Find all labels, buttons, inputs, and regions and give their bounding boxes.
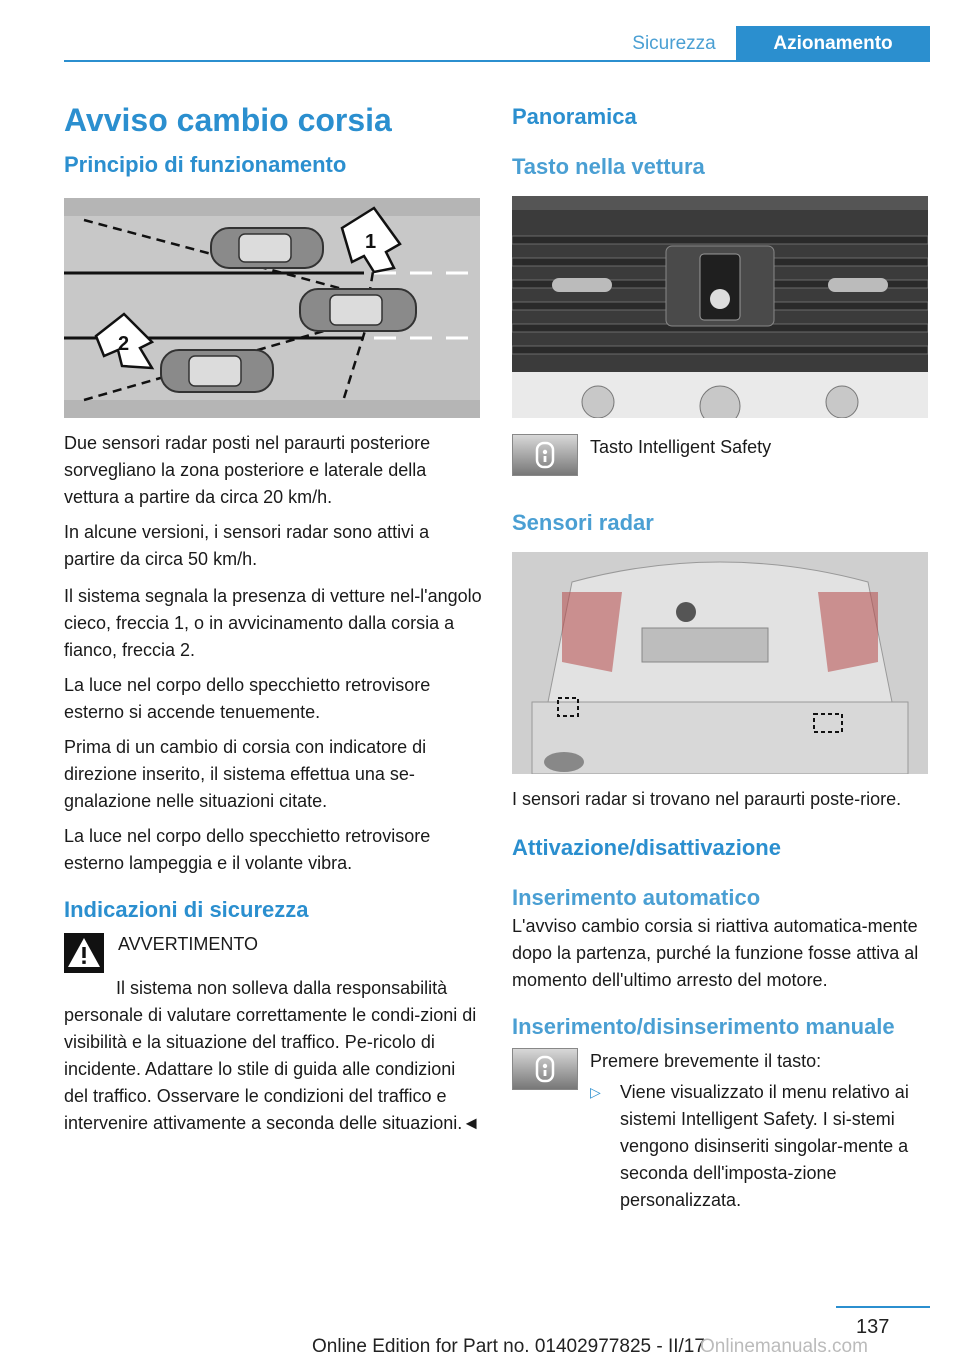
warning-triangle-icon bbox=[64, 933, 104, 973]
car-shield-icon bbox=[530, 1054, 560, 1084]
car-bottom-icon bbox=[161, 350, 273, 392]
car-shield-icon bbox=[530, 440, 560, 470]
footer-rule bbox=[836, 1306, 930, 1308]
intelligent-safety-button-icon-2 bbox=[512, 1048, 578, 1090]
paragraph-mirror-light: La luce nel corpo dello specchietto retrovisore esterno si accende tenuemente. bbox=[64, 675, 431, 722]
page-title: Avviso cambio corsia bbox=[64, 102, 392, 138]
dashboard-photo-svg bbox=[512, 196, 928, 418]
warning-title: AVVERTIMENTO bbox=[118, 934, 259, 954]
lane-diagram-svg bbox=[64, 198, 480, 418]
header-rule bbox=[64, 60, 930, 62]
rear-vehicle-svg bbox=[512, 552, 928, 774]
bullet-text: Viene visualizzato il menu relativo ai sistemi Intelligent Safety. I si-stemi vengono disinseriti singolar-mente a seconda dell'imposta-zione personalizzata. bbox=[620, 1082, 909, 1210]
intelligent-safety-button-icon bbox=[512, 434, 578, 476]
bullet-item bbox=[590, 1079, 930, 1214]
bullet-triangle-icon: ▷ bbox=[590, 1084, 601, 1100]
section-heading-activation: Attivazione/disattivazione bbox=[512, 835, 781, 860]
paragraph-blind-spot: Il sistema segnala la presenza di vetture nel-l'angolo cieco, freccia 1, o in avvicinamento dalla corsia a fianco, freccia 2. bbox=[64, 586, 482, 660]
edition-text: Online Edition for Part no. 01402977825 - II/17 bbox=[312, 1336, 705, 1357]
paragraph-radar-sensors: Due sensori radar posti nel paraurti posteriore sorvegliano la zona posteriore e laterale della vettura a partire da circa 20 km/h. bbox=[64, 433, 431, 507]
arrow-2-label: 2 bbox=[118, 333, 130, 355]
arrow-1-label: 1 bbox=[365, 231, 377, 253]
paragraph-mirror-flash: La luce nel corpo dello specchietto retrovisore esterno lampeggia e il volante vibra. bbox=[64, 826, 431, 873]
button-caption: Tasto Intelligent Safety bbox=[590, 437, 772, 457]
lane-change-illustration bbox=[64, 198, 480, 418]
dashboard-button-photo bbox=[512, 196, 928, 418]
warning-block bbox=[64, 931, 482, 973]
section-heading-safety: Indicazioni di sicurezza bbox=[64, 897, 309, 922]
manual-row bbox=[512, 1048, 930, 1214]
car-top-icon bbox=[211, 228, 323, 268]
page-number: 137 bbox=[856, 1316, 890, 1338]
section-heading-principle: Principio di funzionamento bbox=[64, 152, 347, 177]
manual-intro: Premere brevemente il tasto: bbox=[590, 1051, 822, 1071]
button-caption-row bbox=[512, 434, 930, 476]
section-heading-radar: Sensori radar bbox=[512, 510, 654, 535]
paragraph-auto: L'avviso cambio corsia si riattiva automatica-mente dopo la partenza, purché la funzione fosse attiva al momento dell'ultimo arresto del motore. bbox=[512, 916, 919, 990]
paragraph-lane-change: Prima di un cambio di corsia con indicatore di direzione inserito, il sistema effettua una se-gnalazione nelle situazioni citate. bbox=[64, 737, 427, 811]
header-tab-sicurezza: Sicurezza bbox=[632, 33, 716, 54]
car-middle-icon bbox=[300, 289, 416, 331]
warning-text: Il sistema non solleva dalla responsabilità personale di valutare correttamente le condi-zioni di visibilità e la situazione del traffico. Pe-ricolo di incidente. Adattare lo stile di guida alle condizioni del traffico. Osservare le condizioni del traffico e intervenire attivamente a seconda delle situazioni.◄ bbox=[64, 978, 481, 1133]
paragraph-radar-location: I sensori radar si trovano nel paraurti poste-riore. bbox=[512, 789, 902, 809]
section-heading-button: Tasto nella vettura bbox=[512, 154, 705, 179]
section-heading-manual: Inserimento/disinserimento manuale bbox=[512, 1014, 895, 1039]
right-column bbox=[512, 96, 930, 1214]
paragraph-versions: In alcune versioni, i sensori radar sono attivi a partire da circa 50 km/h. bbox=[64, 522, 430, 569]
section-heading-overview: Panoramica bbox=[512, 104, 637, 129]
section-heading-auto: Inserimento automatico bbox=[512, 885, 761, 910]
header-tab-azionamento: Azionamento bbox=[736, 26, 930, 62]
left-column bbox=[64, 96, 482, 1137]
radar-sensors-photo bbox=[512, 552, 928, 774]
watermark-text: Onlinemanuals.com bbox=[700, 1336, 868, 1357]
